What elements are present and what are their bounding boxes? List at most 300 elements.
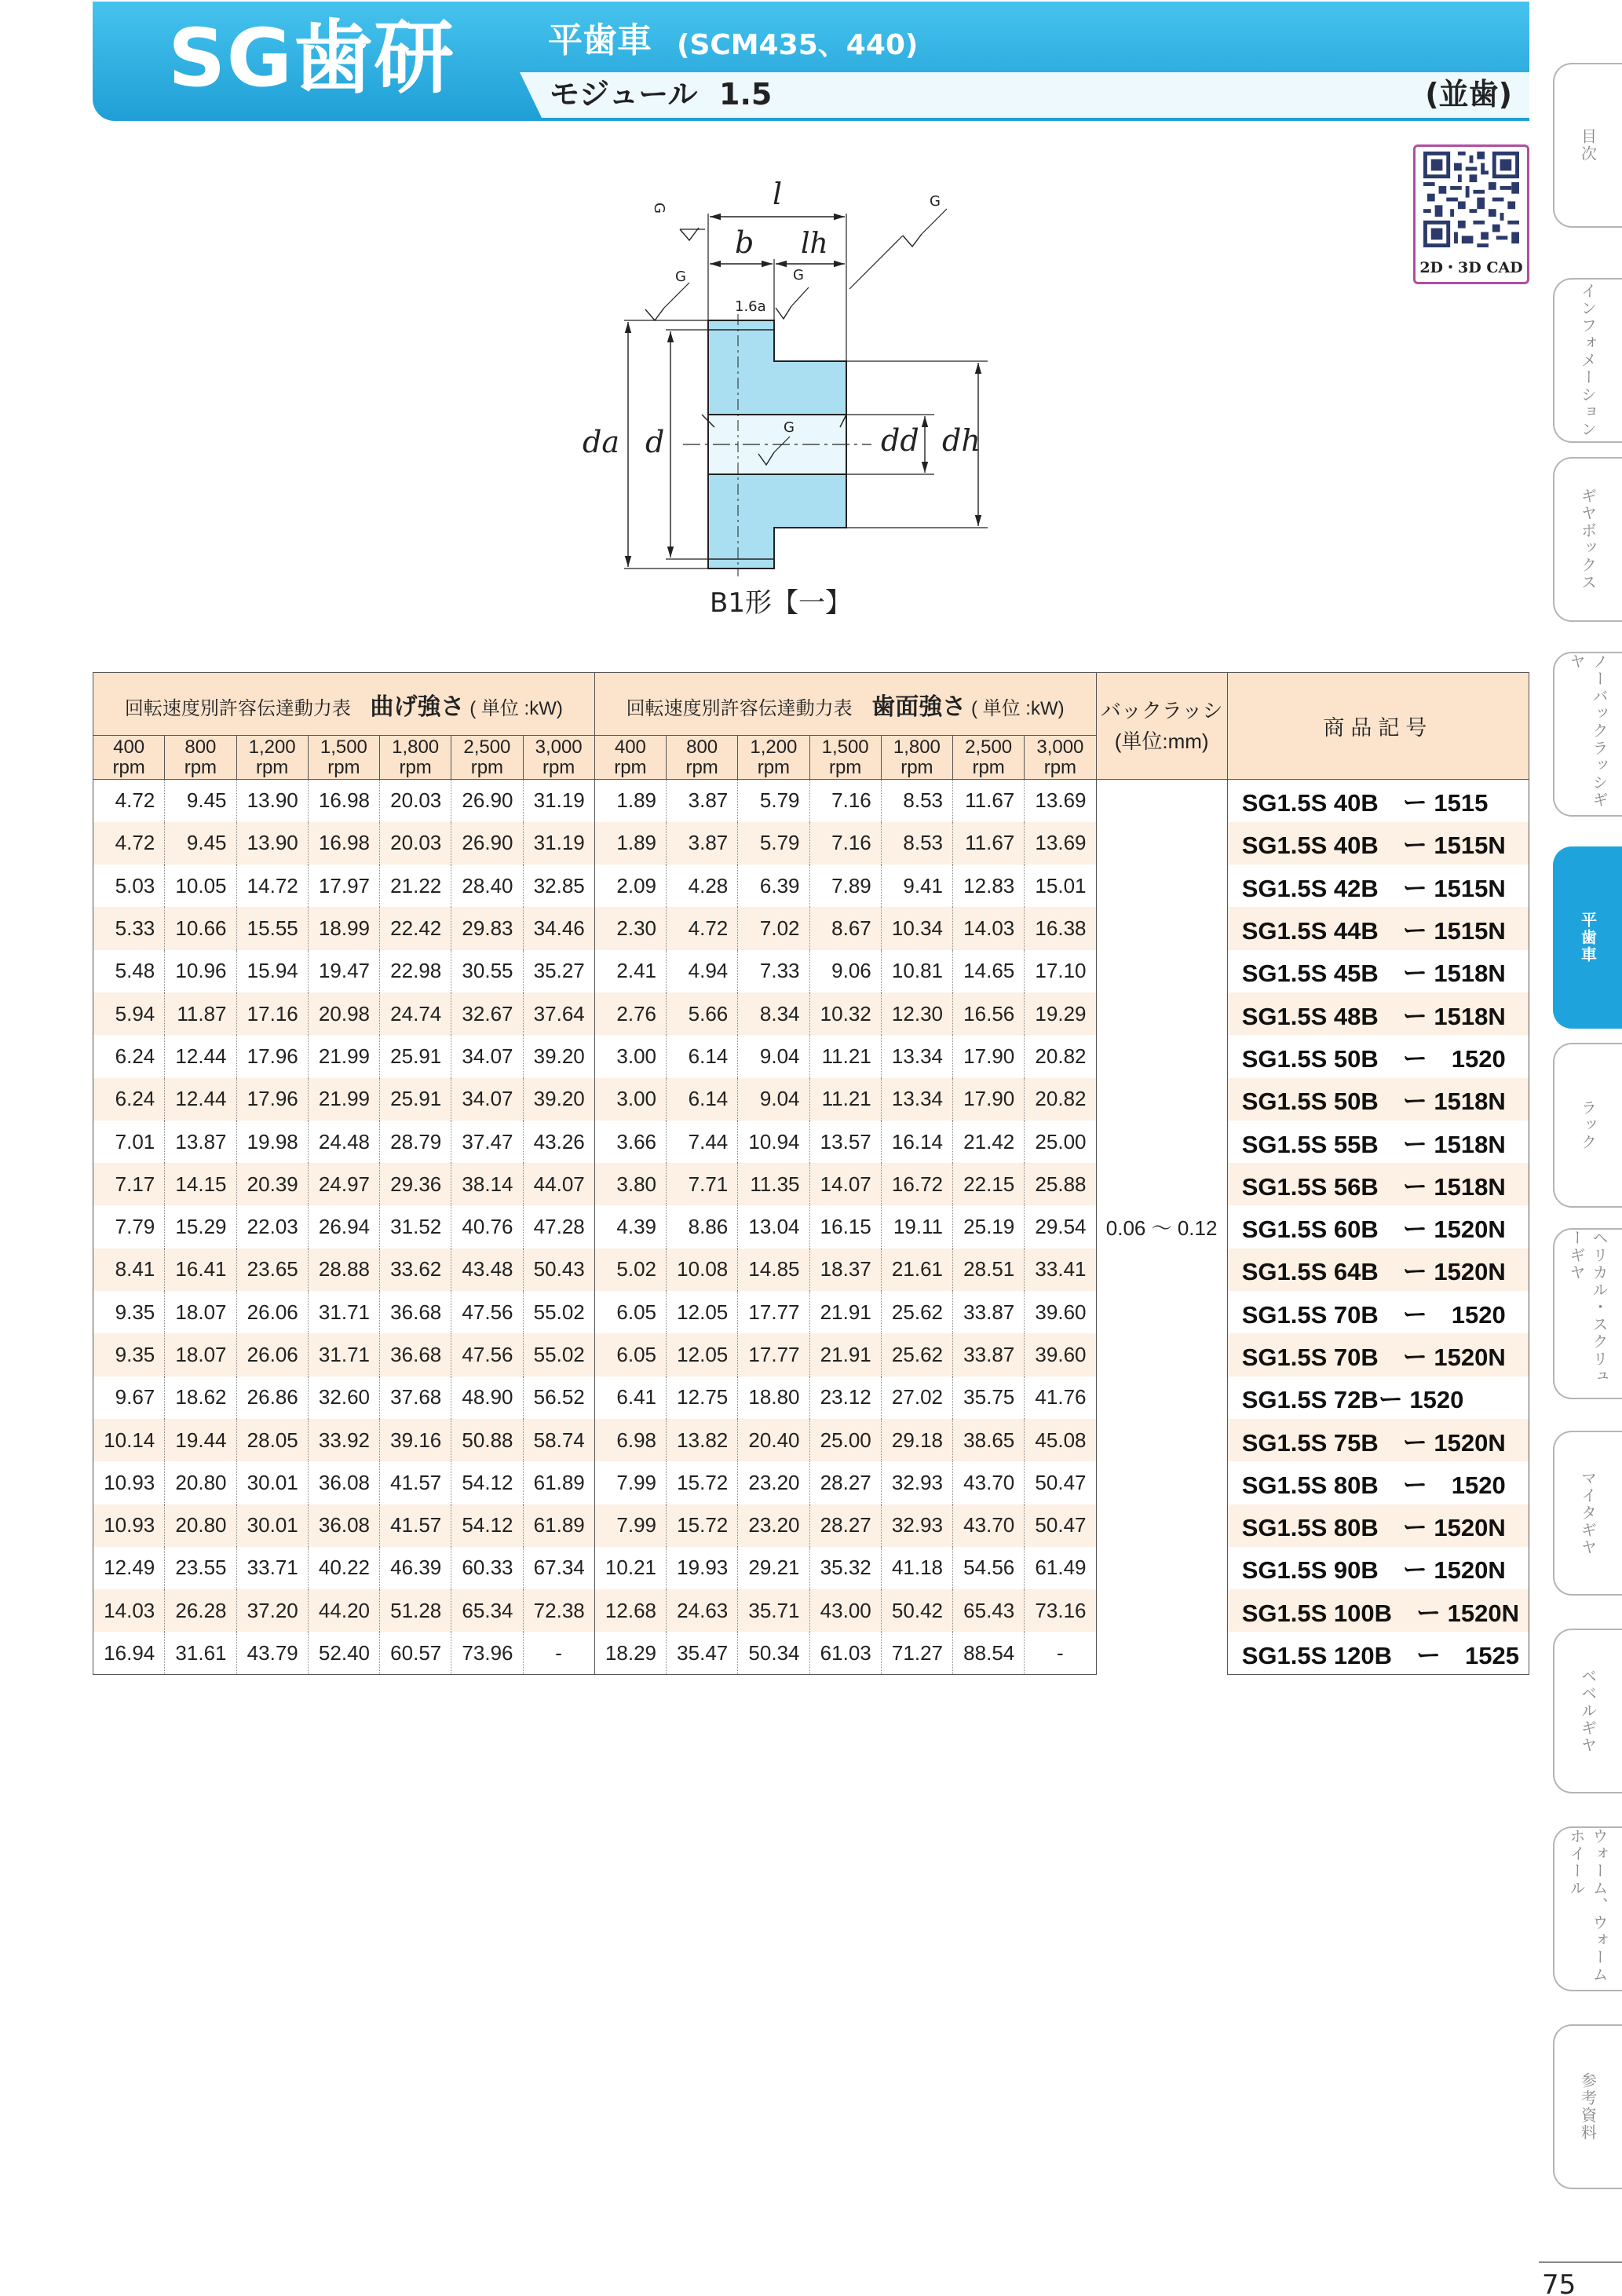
bending-power-cell: 16.41 — [165, 1249, 236, 1291]
bending-power-cell: 11.87 — [165, 993, 236, 1035]
surface-power-cell: 8.67 — [809, 907, 881, 949]
surface-power-cell: 32.93 — [881, 1461, 952, 1504]
product-code[interactable]: SG1.5S 90B ー 1520N — [1227, 1547, 1529, 1589]
surface-power-cell: 23.20 — [738, 1504, 809, 1547]
bending-power-cell: 8.41 — [93, 1249, 165, 1291]
bending-power-cell: 17.96 — [236, 1035, 308, 1077]
product-code-header: 商品記号 — [1227, 673, 1529, 780]
product-code[interactable]: SG1.5S 72Bー 1520 — [1227, 1377, 1529, 1419]
surface-power-cell: 5.79 — [738, 780, 809, 822]
surface-power-cell: 2.09 — [594, 865, 666, 907]
surface-power-cell: 10.21 — [594, 1547, 666, 1589]
bending-power-cell: 50.43 — [523, 1249, 594, 1291]
bending-power-cell: 9.45 — [165, 780, 236, 822]
bending-power-cell: 10.66 — [165, 907, 236, 949]
bending-power-cell: 9.67 — [93, 1377, 165, 1419]
bending-power-cell: 44.07 — [523, 1163, 594, 1205]
bending-power-cell: 16.98 — [308, 822, 379, 865]
bending-power-cell: 48.90 — [451, 1377, 523, 1419]
label-g-left: G — [675, 269, 686, 285]
surface-power-cell: 17.10 — [1025, 950, 1096, 993]
product-code[interactable]: SG1.5S 42B ー 1515N — [1227, 865, 1529, 907]
section-tab[interactable] — [1553, 1431, 1622, 1596]
bending-power-cell: 19.44 — [165, 1419, 236, 1461]
product-code[interactable]: SG1.5S 70B ー 1520N — [1227, 1333, 1529, 1376]
table-row — [93, 1291, 1529, 1333]
surface-power-cell: 3.00 — [594, 1035, 666, 1077]
cad-qr-code[interactable] — [1413, 144, 1529, 284]
bending-power-cell: 29.36 — [380, 1163, 451, 1205]
bending-power-cell: 10.05 — [165, 865, 236, 907]
surface-power-cell: 7.89 — [809, 865, 881, 907]
bending-rpm-header: 2,500 rpm — [451, 736, 523, 780]
bending-power-cell: 35.27 — [523, 950, 594, 993]
surface-power-cell: 12.30 — [881, 993, 952, 1035]
bending-power-cell: 16.94 — [93, 1632, 165, 1674]
surface-power-cell: 8.86 — [667, 1205, 738, 1248]
surface-power-cell: 19.93 — [667, 1547, 738, 1589]
table-row — [93, 950, 1529, 993]
surface-power-cell: 35.71 — [738, 1589, 809, 1632]
surface-power-cell: 13.69 — [1025, 822, 1096, 865]
bending-power-cell: 23.55 — [165, 1547, 236, 1589]
surface-power-cell: 8.53 — [881, 822, 952, 865]
section-tab-label: ベベルギヤ — [1578, 1668, 1598, 1754]
surface-power-cell: 9.04 — [738, 1035, 809, 1077]
bending-power-cell: 23.65 — [236, 1249, 308, 1291]
table-row — [93, 865, 1529, 907]
surface-power-cell: 1.89 — [594, 780, 666, 822]
bending-power-cell: 18.07 — [165, 1333, 236, 1376]
section-tab-label: ギヤボックス — [1578, 488, 1598, 591]
bending-power-cell: 36.08 — [308, 1461, 379, 1504]
bending-power-cell: 15.55 — [236, 907, 308, 949]
label-d: d — [645, 425, 665, 459]
product-code[interactable]: SG1.5S 55B ー 1518N — [1227, 1121, 1529, 1163]
surface-power-cell: 25.88 — [1025, 1163, 1096, 1205]
bending-power-cell: 52.40 — [308, 1632, 379, 1674]
bending-power-cell: - — [523, 1632, 594, 1674]
product-code[interactable]: SG1.5S 40B ー 1515N — [1227, 822, 1529, 865]
bending-power-cell: 31.71 — [308, 1333, 379, 1376]
bending-power-cell: 20.98 — [308, 993, 379, 1035]
surface-power-cell: 8.53 — [881, 780, 952, 822]
product-code[interactable]: SG1.5S 64B ー 1520N — [1227, 1249, 1529, 1291]
bending-group-header: 回転速度別許容伝達動力表 曲げ強さ ( 単位 :kW) — [93, 673, 595, 736]
qr-caption: 2D・3D CAD — [1419, 259, 1523, 276]
section-tab-label: ノーバックラッシギヤ — [1567, 653, 1609, 809]
surface-power-cell: 13.69 — [1025, 780, 1096, 822]
bending-power-cell: 12.44 — [165, 1078, 236, 1121]
surface-group-header: 回転速度別許容伝達動力表 歯面強さ ( 単位 :kW) — [594, 673, 1096, 736]
bending-power-cell: 37.47 — [451, 1121, 523, 1163]
bending-power-cell: 13.90 — [236, 780, 308, 822]
product-code[interactable]: SG1.5S 120B ー 1525 — [1227, 1632, 1529, 1674]
surface-power-cell: 27.02 — [881, 1377, 952, 1419]
table-row — [93, 1419, 1529, 1461]
section-tab[interactable] — [1553, 457, 1622, 622]
module-label: モジュール — [550, 77, 698, 112]
bending-power-cell: 33.92 — [308, 1419, 379, 1461]
surface-power-cell: 6.14 — [667, 1035, 738, 1077]
table-row — [93, 1163, 1529, 1205]
table-row — [93, 1078, 1529, 1121]
bending-power-cell: 17.96 — [236, 1078, 308, 1121]
bending-power-cell: 15.29 — [165, 1205, 236, 1248]
surface-power-cell: 35.75 — [953, 1377, 1025, 1419]
bending-rpm-header: 3,000 rpm — [523, 736, 594, 780]
bending-power-cell: 14.72 — [236, 865, 308, 907]
surface-power-cell: 13.82 — [667, 1419, 738, 1461]
surface-rpm-header: 800 rpm — [667, 736, 738, 780]
qr-code-icon — [1423, 152, 1519, 247]
label-l: l — [773, 177, 783, 211]
bending-power-cell: 26.06 — [236, 1291, 308, 1333]
surface-power-cell: 11.67 — [953, 780, 1025, 822]
bending-power-cell: 19.98 — [236, 1121, 308, 1163]
bending-power-cell: 41.57 — [380, 1504, 451, 1547]
bending-power-cell: 13.87 — [165, 1121, 236, 1163]
bending-power-cell: 40.76 — [451, 1205, 523, 1248]
bending-power-cell: 61.89 — [523, 1461, 594, 1504]
surface-power-cell: 15.72 — [667, 1461, 738, 1504]
bending-power-cell: 58.74 — [523, 1419, 594, 1461]
surface-power-cell: 25.19 — [953, 1205, 1025, 1248]
surface-rpm-header: 2,500 rpm — [953, 736, 1025, 780]
bending-power-cell: 41.57 — [380, 1461, 451, 1504]
surface-power-cell: 7.99 — [594, 1504, 666, 1547]
bending-power-cell: 34.07 — [451, 1078, 523, 1121]
table-row — [93, 1333, 1529, 1376]
surface-power-cell: 45.08 — [1025, 1419, 1096, 1461]
bending-power-cell: 39.20 — [523, 1078, 594, 1121]
surface-power-cell: 3.87 — [667, 822, 738, 865]
section-tab-label: マイタギヤ — [1578, 1470, 1598, 1556]
bending-power-cell: 26.86 — [236, 1377, 308, 1419]
surface-power-cell: 7.99 — [594, 1461, 666, 1504]
surface-power-cell: 9.41 — [881, 865, 952, 907]
surface-power-cell: 9.06 — [809, 950, 881, 993]
bending-power-cell: 43.26 — [523, 1121, 594, 1163]
surface-power-cell: 12.05 — [667, 1291, 738, 1333]
surface-power-cell: 61.03 — [809, 1632, 881, 1674]
bending-power-cell: 44.20 — [308, 1589, 379, 1632]
surface-power-cell: 11.21 — [809, 1035, 881, 1077]
bending-power-cell: 50.88 — [451, 1419, 523, 1461]
bending-power-cell: 12.49 — [93, 1547, 165, 1589]
table-row — [93, 822, 1529, 865]
bending-power-cell: 10.96 — [165, 950, 236, 993]
table-row — [93, 907, 1529, 949]
bending-power-cell: 37.68 — [380, 1377, 451, 1419]
bending-power-cell: 47.28 — [523, 1205, 594, 1248]
bending-power-cell: 47.56 — [451, 1333, 523, 1376]
bending-power-cell: 25.91 — [380, 1035, 451, 1077]
bending-power-cell: 18.07 — [165, 1291, 236, 1333]
surface-power-cell: 17.90 — [953, 1035, 1025, 1077]
surface-power-cell: 13.04 — [738, 1205, 809, 1248]
surface-power-cell: 21.61 — [881, 1249, 952, 1291]
bending-power-cell: 54.12 — [451, 1504, 523, 1547]
surface-power-cell: 61.49 — [1025, 1547, 1096, 1589]
surface-power-cell: 7.16 — [809, 780, 881, 822]
surface-power-cell: 6.41 — [594, 1377, 666, 1419]
bending-power-cell: 20.39 — [236, 1163, 308, 1205]
bending-power-cell: 36.68 — [380, 1291, 451, 1333]
product-code[interactable]: SG1.5S 70B ー 1520 — [1227, 1291, 1529, 1333]
surface-power-cell: 32.93 — [881, 1504, 952, 1547]
bending-power-cell: 26.90 — [451, 822, 523, 865]
tooth-type: (並歯) — [1425, 77, 1512, 112]
surface-power-cell: 9.04 — [738, 1078, 809, 1121]
product-code[interactable]: SG1.5S 80B ー 1520N — [1227, 1504, 1529, 1547]
label-dh: dh — [942, 423, 981, 458]
bending-power-cell: 39.16 — [380, 1419, 451, 1461]
bending-power-cell: 4.72 — [93, 822, 165, 865]
surface-power-cell: 14.85 — [738, 1249, 809, 1291]
bending-power-cell: 43.48 — [451, 1249, 523, 1291]
section-tab[interactable] — [1553, 63, 1622, 228]
surface-rpm-header: 1,200 rpm — [738, 736, 809, 780]
bending-power-cell: 4.72 — [93, 780, 165, 822]
bending-power-cell: 34.07 — [451, 1035, 523, 1077]
surface-power-cell: 11.35 — [738, 1163, 809, 1205]
surface-power-cell: 10.08 — [667, 1249, 738, 1291]
table-row — [93, 1504, 1529, 1547]
surface-power-cell: 5.02 — [594, 1249, 666, 1291]
surface-power-cell: 10.94 — [738, 1121, 809, 1163]
surface-power-cell: 50.47 — [1025, 1504, 1096, 1547]
surface-power-cell: 24.63 — [667, 1589, 738, 1632]
bending-power-cell: 10.14 — [93, 1419, 165, 1461]
bending-power-cell: 26.90 — [451, 780, 523, 822]
surface-power-cell: 88.54 — [953, 1632, 1025, 1674]
label-lh: lh — [801, 228, 828, 260]
bending-rpm-header: 1,500 rpm — [308, 736, 379, 780]
surface-power-cell: 2.76 — [594, 993, 666, 1035]
bending-power-cell: 24.97 — [308, 1163, 379, 1205]
bending-power-cell: 40.22 — [308, 1547, 379, 1589]
surface-power-cell: 71.27 — [881, 1632, 952, 1674]
bending-rpm-header: 800 rpm — [165, 736, 236, 780]
surface-power-cell: 6.14 — [667, 1078, 738, 1121]
surface-power-cell: 25.00 — [809, 1419, 881, 1461]
product-code[interactable]: SG1.5S 48B ー 1518N — [1227, 993, 1529, 1035]
product-code[interactable]: SG1.5S 50B ー 1520 — [1227, 1035, 1529, 1077]
bending-power-cell: 31.19 — [523, 822, 594, 865]
form-label: B1形【一】 — [710, 587, 852, 619]
surface-power-cell: 41.18 — [881, 1547, 952, 1589]
product-code[interactable]: SG1.5S 40B ー 1515 — [1227, 780, 1529, 822]
surface-power-cell: 15.72 — [667, 1504, 738, 1547]
bending-power-cell: 7.79 — [93, 1205, 165, 1248]
bending-power-cell: 6.24 — [93, 1078, 165, 1121]
product-code[interactable]: SG1.5S 56B ー 1518N — [1227, 1163, 1529, 1205]
bending-power-cell: 47.56 — [451, 1291, 523, 1333]
bending-power-cell: 10.93 — [93, 1504, 165, 1547]
product-code[interactable]: SG1.5S 60B ー 1520N — [1227, 1205, 1529, 1248]
surface-power-cell: 50.42 — [881, 1589, 952, 1632]
surface-power-cell: 19.11 — [881, 1205, 952, 1248]
product-code[interactable]: SG1.5S 75B ー 1520N — [1227, 1419, 1529, 1461]
surface-power-cell: 25.00 — [1025, 1121, 1096, 1163]
surface-power-cell: 11.67 — [953, 822, 1025, 865]
bending-power-cell: 60.57 — [380, 1632, 451, 1674]
surface-power-cell: 4.94 — [667, 950, 738, 993]
surface-power-cell: 65.43 — [953, 1589, 1025, 1632]
bending-power-cell: 61.89 — [523, 1504, 594, 1547]
section-tab-label: インフォメーション — [1578, 283, 1598, 438]
surface-power-cell: 6.98 — [594, 1419, 666, 1461]
surface-power-cell: 3.87 — [667, 780, 738, 822]
surface-power-cell: 12.75 — [667, 1377, 738, 1419]
bending-power-cell: 14.15 — [165, 1163, 236, 1205]
surface-power-cell: 4.28 — [667, 865, 738, 907]
surface-power-cell: 25.62 — [881, 1333, 952, 1376]
bending-power-cell: 24.74 — [380, 993, 451, 1035]
section-tab[interactable] — [1553, 652, 1622, 817]
table-row — [93, 1249, 1529, 1291]
surface-power-cell: 20.82 — [1025, 1035, 1096, 1077]
bending-power-cell: 32.67 — [451, 993, 523, 1035]
surface-power-cell: 14.65 — [953, 950, 1025, 993]
surface-power-cell: 17.90 — [953, 1078, 1025, 1121]
surface-power-cell: 7.71 — [667, 1163, 738, 1205]
surface-power-cell: 21.91 — [809, 1291, 881, 1333]
surface-power-cell: 2.30 — [594, 907, 666, 949]
bending-power-cell: 21.22 — [380, 865, 451, 907]
table-row — [93, 1589, 1529, 1632]
bending-power-cell: 22.03 — [236, 1205, 308, 1248]
bending-power-cell: 25.91 — [380, 1078, 451, 1121]
product-code[interactable]: SG1.5S 45B ー 1518N — [1227, 950, 1529, 993]
product-code[interactable]: SG1.5S 100B ー 1520N — [1227, 1589, 1529, 1632]
bending-power-cell: 60.33 — [451, 1547, 523, 1589]
bending-power-cell: 22.42 — [380, 907, 451, 949]
surface-power-cell: 19.29 — [1025, 993, 1096, 1035]
bending-power-cell: 46.39 — [380, 1547, 451, 1589]
bending-power-cell: 22.98 — [380, 950, 451, 993]
product-title: 平歯車 — [548, 20, 652, 60]
surface-rpm-header: 1,500 rpm — [809, 736, 881, 780]
surface-power-cell: 13.57 — [809, 1121, 881, 1163]
surface-power-cell: 1.89 — [594, 822, 666, 865]
label-dd: dd — [881, 423, 919, 458]
surface-power-cell: 16.14 — [881, 1121, 952, 1163]
bending-power-cell: 32.85 — [523, 865, 594, 907]
table-row — [93, 1632, 1529, 1674]
section-tab[interactable] — [1553, 1629, 1622, 1793]
surface-power-cell: 6.05 — [594, 1291, 666, 1333]
table-row — [93, 1121, 1529, 1163]
bending-power-cell: 12.44 — [165, 1035, 236, 1077]
surface-power-cell: 43.00 — [809, 1589, 881, 1632]
bending-power-cell: 36.68 — [380, 1333, 451, 1376]
surface-power-cell: 16.56 — [953, 993, 1025, 1035]
surface-power-cell: 3.66 — [594, 1121, 666, 1163]
surface-power-cell: 4.39 — [594, 1205, 666, 1248]
module-value: 1.5 — [719, 77, 773, 112]
section-tab[interactable] — [1553, 278, 1622, 443]
bending-power-cell: 28.40 — [451, 865, 523, 907]
bending-power-cell: 18.99 — [308, 907, 379, 949]
surface-power-cell: 13.34 — [881, 1035, 952, 1077]
bending-power-cell: 31.71 — [308, 1291, 379, 1333]
surface-power-cell: 13.34 — [881, 1078, 952, 1121]
bending-power-cell: 30.01 — [236, 1504, 308, 1547]
surface-power-cell: 3.00 — [594, 1078, 666, 1121]
surface-power-cell: 7.33 — [738, 950, 809, 993]
surface-power-cell: 21.42 — [953, 1121, 1025, 1163]
bending-power-cell: 9.35 — [93, 1291, 165, 1333]
surface-power-cell: 5.79 — [738, 822, 809, 865]
bending-power-cell: 29.83 — [451, 907, 523, 949]
surface-rpm-header: 1,800 rpm — [881, 736, 952, 780]
surface-power-cell: 22.15 — [953, 1163, 1025, 1205]
bending-power-cell: 21.99 — [308, 1078, 379, 1121]
section-tab[interactable] — [1553, 1826, 1622, 1991]
table-row — [93, 1035, 1529, 1077]
bending-power-cell: 28.79 — [380, 1121, 451, 1163]
product-code[interactable]: SG1.5S 50B ー 1518N — [1227, 1078, 1529, 1121]
surface-power-cell: 18.29 — [594, 1632, 666, 1674]
table-row — [93, 1377, 1529, 1419]
bending-power-cell: 56.52 — [523, 1377, 594, 1419]
surface-power-cell: 3.80 — [594, 1163, 666, 1205]
bending-power-cell: 28.05 — [236, 1419, 308, 1461]
surface-power-cell: 14.03 — [953, 907, 1025, 949]
surface-power-cell: 4.72 — [667, 907, 738, 949]
bending-power-cell: 19.47 — [308, 950, 379, 993]
bending-power-cell: 28.88 — [308, 1249, 379, 1291]
surface-power-cell: 21.91 — [809, 1333, 881, 1376]
table-row — [93, 993, 1529, 1035]
bending-power-cell: 14.03 — [93, 1589, 165, 1632]
surface-power-cell: 33.87 — [953, 1291, 1025, 1333]
bending-power-cell: 7.17 — [93, 1163, 165, 1205]
bending-power-cell: 5.94 — [93, 993, 165, 1035]
surface-rpm-header: 400 rpm — [594, 736, 666, 780]
power-rating-table — [93, 672, 1529, 1675]
bending-power-cell: 65.34 — [451, 1589, 523, 1632]
bending-power-cell: 55.02 — [523, 1333, 594, 1376]
section-tab[interactable] — [1553, 846, 1622, 1029]
surface-power-cell: 25.62 — [881, 1291, 952, 1333]
product-code[interactable]: SG1.5S 80B ー 1520 — [1227, 1461, 1529, 1504]
section-tab[interactable] — [1553, 2024, 1622, 2189]
bending-power-cell: 20.03 — [380, 780, 451, 822]
bending-power-cell: 20.03 — [380, 822, 451, 865]
surface-power-cell: 7.16 — [809, 822, 881, 865]
surface-power-cell: 20.82 — [1025, 1078, 1096, 1121]
bending-power-cell: 31.61 — [165, 1632, 236, 1674]
section-tab[interactable] — [1553, 1228, 1622, 1399]
surface-power-cell: 29.54 — [1025, 1205, 1096, 1248]
bending-power-cell: 32.60 — [308, 1377, 379, 1419]
backlash-header: バックラッシ (単位:mm) — [1096, 673, 1227, 780]
section-tab[interactable] — [1553, 1043, 1622, 1208]
bending-power-cell: 55.02 — [523, 1291, 594, 1333]
label-roughness: 1.6a — [735, 298, 766, 315]
bending-power-cell: 7.01 — [93, 1121, 165, 1163]
bending-power-cell: 54.12 — [451, 1461, 523, 1504]
bending-power-cell: 9.45 — [165, 822, 236, 865]
bending-power-cell: 5.33 — [93, 907, 165, 949]
bending-power-cell: 15.94 — [236, 950, 308, 993]
product-code[interactable]: SG1.5S 44B ー 1515N — [1227, 907, 1529, 949]
surface-power-cell: 17.77 — [738, 1291, 809, 1333]
surface-power-cell: 8.34 — [738, 993, 809, 1035]
